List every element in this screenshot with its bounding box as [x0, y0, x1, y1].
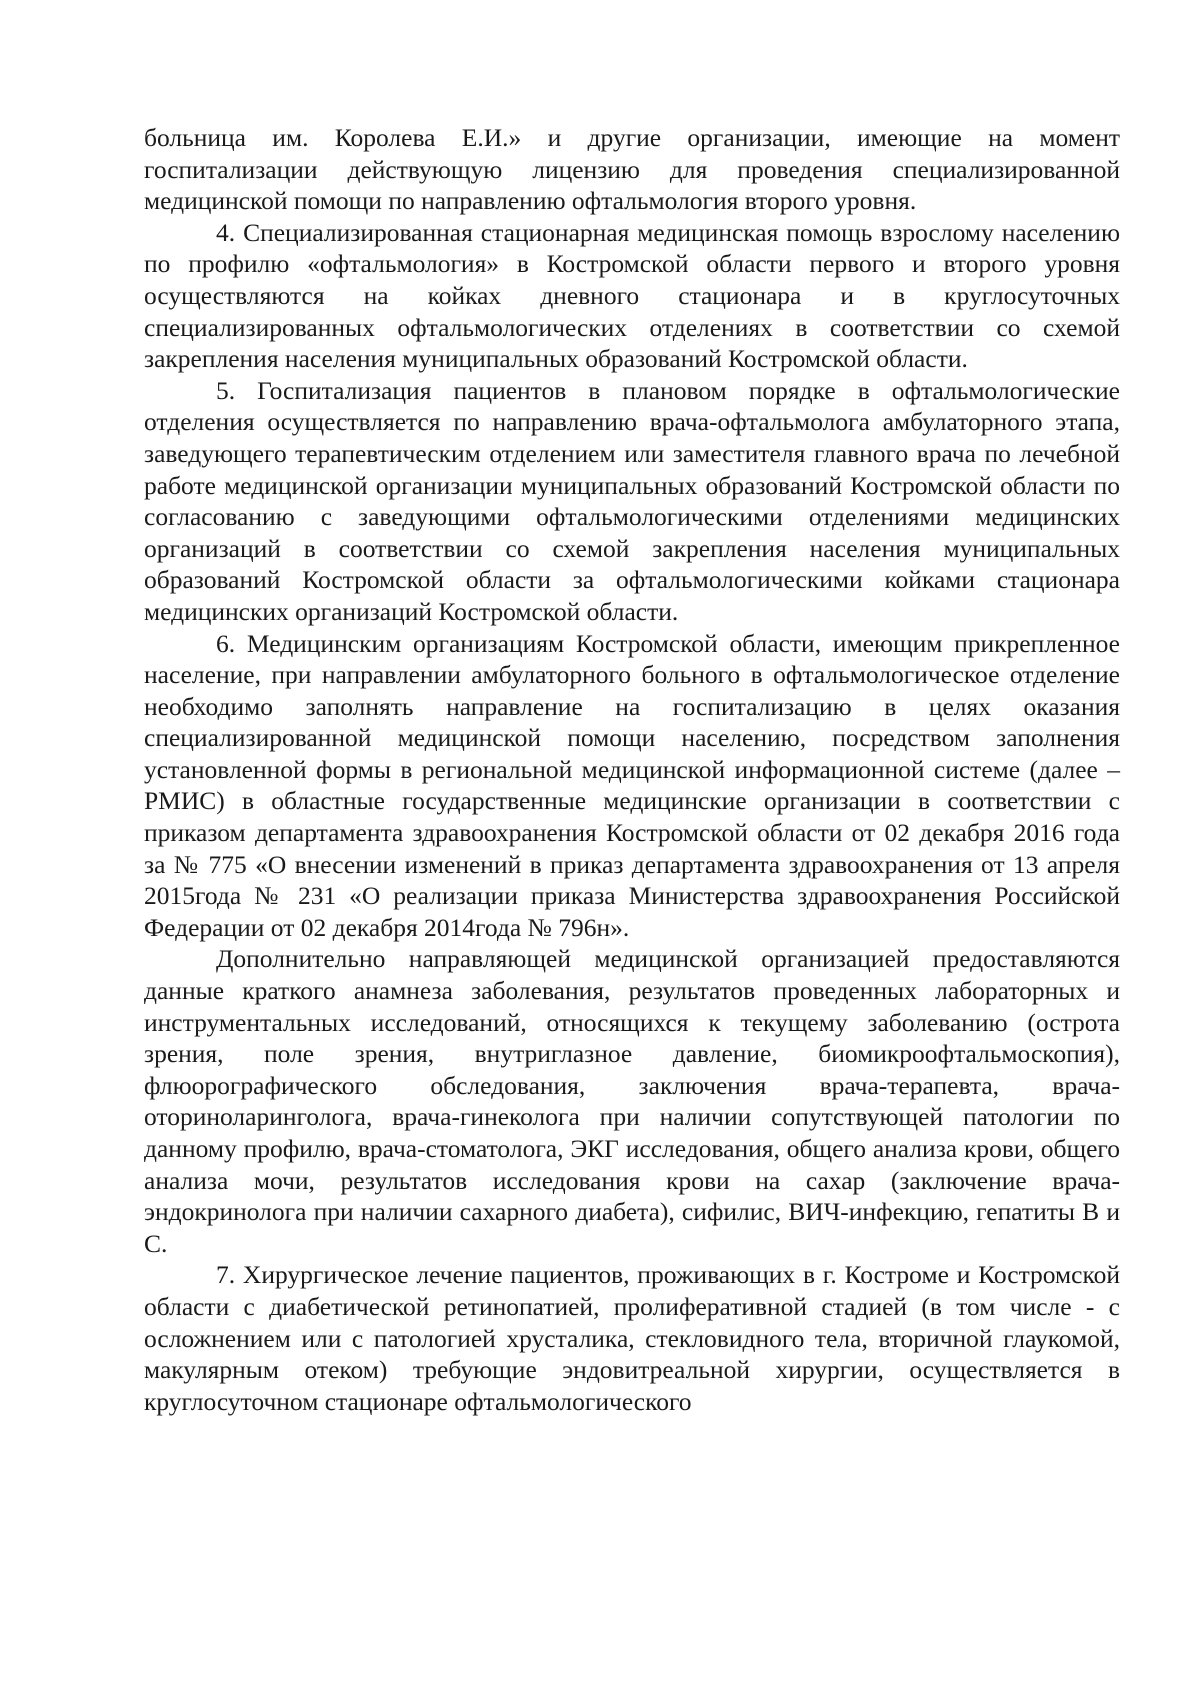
paragraph-additional: Дополнительно направляющей медицинской организацией предоставляются данные краткого анамнеза заболевания, результатов проведенных лабораторных и инструментальных исследований, относящихся к текущему заболеванию (острота зрения, поле зрения, внутриглазное давление, биомикроофтальмоскопия), флюорографического обследования, заключения врача-терапевта, врача-оториноларинголога, врача-гинеколога при наличии сопутствующей патологии по данному профилю, врача-стоматолога, ЭКГ исследования, общего анализа крови, общего анализа мочи, результатов исследования крови на сахар (заключение врача-эндокринолога при наличии сахарного диабета), сифилис, ВИЧ-инфекцию, гепатиты В и С.	[144, 944, 1120, 1258]
paragraph-item-5: 5. Госпитализация пациентов в плановом порядке в офтальмологические отделения осуществляется по направлению врача-офтальмолога амбулаторного этапа, заведующего терапевтическим отделением или заместителя главного врача по лечебной работе медицинской организации муниципальных образований Костромской области по согласованию с заведующими офтальмологическими отделениями медицинских организаций в соответствии со схемой закрепления населения муниципальных образований Костромской области за офтальмологическими койками стационара медицинских организаций Костромской области.	[144, 375, 1120, 626]
paragraph-continuation: больница им. Королева Е.И.» и другие организации, имеющие на момент госпитализации действующую лицензию для проведения специализированной медицинской помощи по направлению офтальмология второго уровня.	[144, 123, 1120, 216]
document-body	[144, 122, 1120, 1417]
paragraph-item-6: 6. Медицинским организациям Костромской области, имеющим прикрепленное население, при направлении амбулаторного больного в офтальмологическое отделение необходимо заполнять направление на госпитализацию в целях оказания специализированной медицинской помощи населению, посредством заполнения установленной формы в региональной медицинской информационной системе (далее – РМИС) в областные государственные медицинские организации в соответствии с приказом департамента здравоохранения Костромской области от 02 декабря 2016 года за № 775 «О внесении изменений в приказ департамента здравоохранения от 13 апреля 2015года № 231 «О реализации приказа Министерства здравоохранения Российской Федерации от 02 декабря 2014года № 796н».	[144, 628, 1120, 942]
paragraph-item-4: 4. Специализированная стационарная медицинская помощь взрослому населению по профилю «офтальмология» в Костромской области первого и второго уровня осуществляются на койках дневного стационара и в круглосуточных специализированных офтальмологических отделениях в соответствии со схемой закрепления населения муниципальных образований Костромской области.	[144, 217, 1120, 374]
paragraph-item-7: 7. Хирургическое лечение пациентов, проживающих в г. Костроме и Костромской области с диабетической ретинопатией, пролиферативной стадией (в том числе - с осложнением или с патологией хрусталика, стекловидного тела, вторичной глаукомой, макулярным отеком) требующие эндовитреальной хирургии, осуществляется в круглосуточном стационаре офтальмологического	[144, 1260, 1120, 1416]
